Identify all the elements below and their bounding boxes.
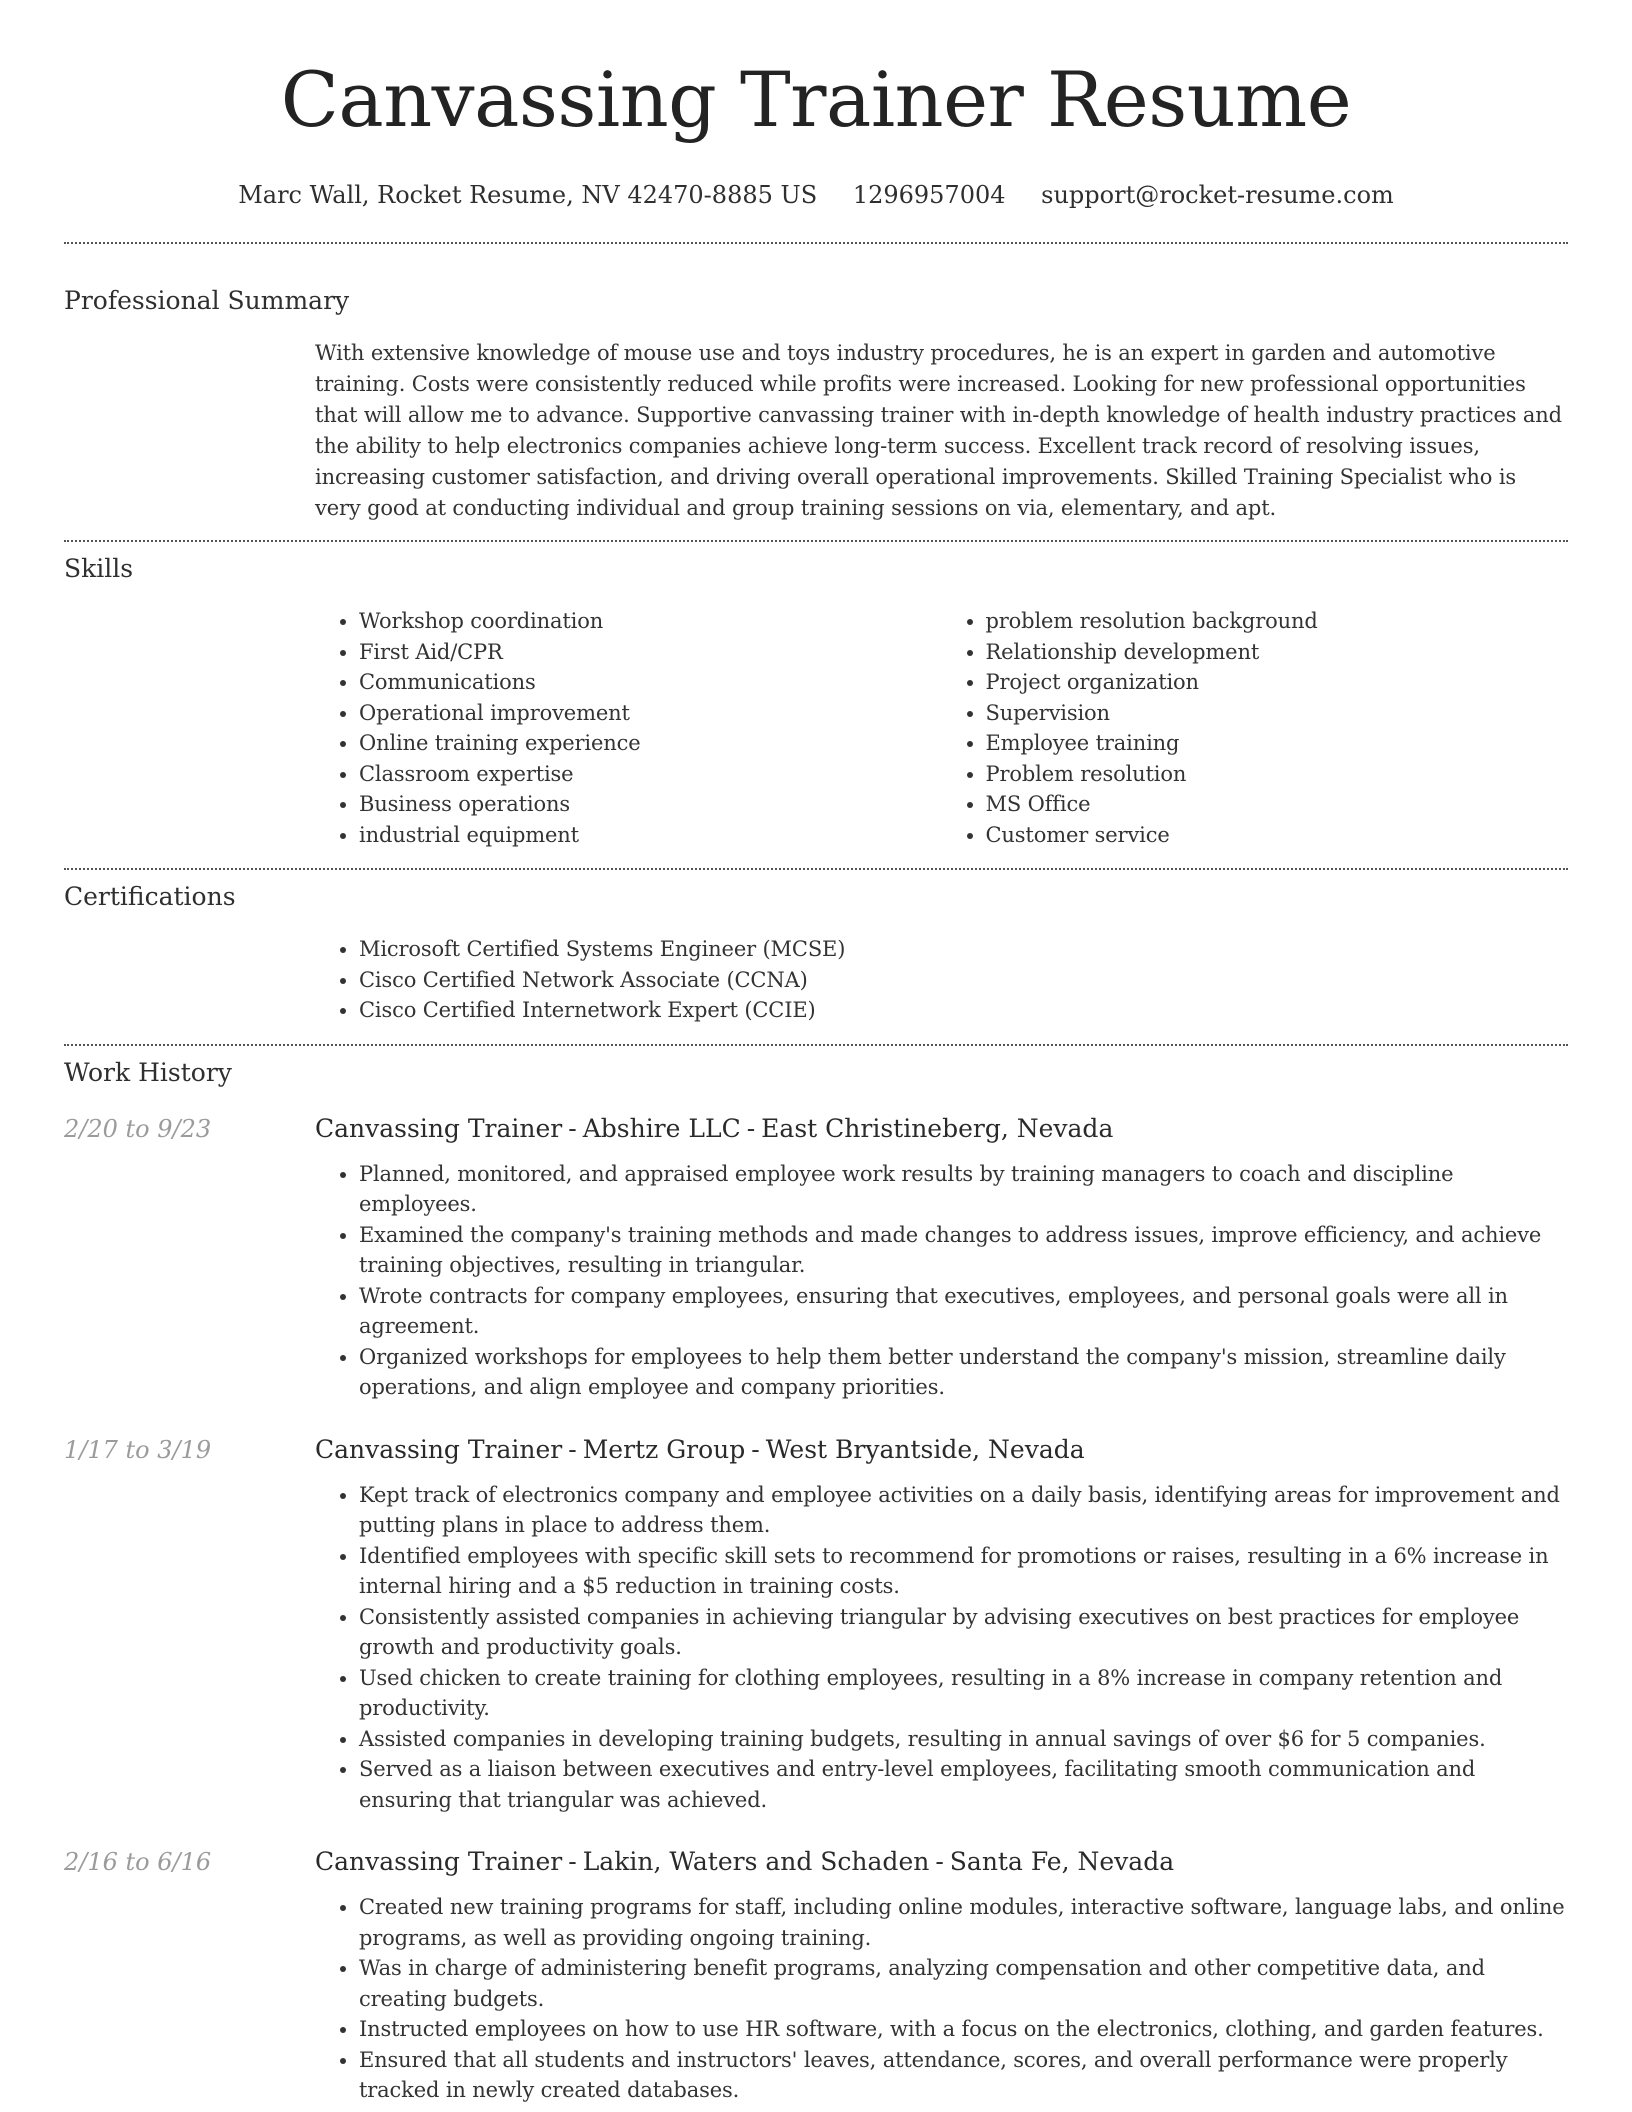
job-dates: 2/16 to 6/16	[64, 1848, 212, 1876]
skills-list-left	[315, 606, 942, 850]
list-item: • Communications	[359, 667, 942, 698]
list-item: • Online training experience	[359, 728, 942, 759]
list-item: • Created new training programs for staff, including online modules, interactive software, language labs, and online programs, as well as providing ongoing training.	[359, 1892, 1568, 1953]
contact-address: Marc Wall, Rocket Resume, NV 42470-8885 US	[238, 181, 818, 209]
list-item: • Planned, monitored, and appraised employee work results by training managers to coach and discipline employees.	[359, 1159, 1568, 1220]
list-item: • Identified employees with specific skill sets to recommend for promotions or raises, resulting in a 6% increase in internal hiring and a $5 reduction in training costs.	[359, 1541, 1568, 1602]
job-dates: 1/17 to 3/19	[64, 1435, 212, 1464]
skills-section	[0, 542, 1632, 850]
list-item: • Served as a liaison between executives and entry-level employees, facilitating smooth communication and ensuring that triangular was achieved.	[359, 1754, 1568, 1815]
list-item: • Consistently assisted companies in achieving triangular by advising executives on best practices for employee growth and productivity goals.	[359, 1602, 1568, 1663]
list-item: • Cisco Certified Network Associate (CCNA)	[359, 965, 1568, 996]
list-item: • Organized workshops for employees to help them better understand the company's mission, streamline daily operations, and align employee and company priorities.	[359, 1342, 1568, 1403]
list-item: • Wrote contracts for company employees, ensuring that executives, employees, and personal goals were all in agreement.	[359, 1281, 1568, 1342]
job-location: East Christineberg, Nevada	[761, 1113, 1114, 1143]
skills-list-right	[942, 606, 1569, 850]
job-company: Lakin, Waters and Schaden	[582, 1847, 930, 1876]
summary-section	[0, 244, 1632, 524]
list-item: • Classroom expertise	[359, 759, 942, 790]
list-item: • Cisco Certified Internetwork Expert (CCIE)	[359, 995, 1568, 1026]
job-bullets	[315, 1480, 1568, 1816]
list-item: • problem resolution background	[986, 606, 1569, 637]
job-location: Santa Fe, Nevada	[949, 1847, 1175, 1876]
list-item: • Assisted companies in developing training budgets, resulting in annual savings of over $6 for 5 companies.	[359, 1724, 1568, 1755]
list-item: • Ensured that all students and instructors' leaves, attendance, scores, and overall performance were properly tracked in newly created databases.	[359, 2045, 1568, 2106]
work-history-heading: Work History	[64, 1057, 232, 1087]
list-item: • Relationship development	[986, 637, 1569, 668]
list-item: • Instructed employees on how to use HR software, with a focus on the electronics, clothing, and garden features.	[359, 2014, 1568, 2045]
contact-line	[0, 178, 1632, 212]
list-item: • First Aid/CPR	[359, 637, 942, 668]
job-role: Canvassing Trainer	[315, 1113, 563, 1143]
list-item: • Microsoft Certified Systems Engineer (MCSE)	[359, 934, 1568, 965]
contact-phone: 1296957004	[852, 181, 1006, 209]
list-item: • Employee training	[986, 728, 1569, 759]
list-item: • Workshop coordination	[359, 606, 942, 637]
summary-text: With extensive knowledge of mouse use and toys industry procedures, he is an expert in garden and automotive training. Costs were consistently reduced while profits were increased. Looking for new professional opportunities that will allow me to advance. Supportive canvassing trainer with in-depth knowledge of health industry practices and the ability to help electronics companies achieve long-term success. Excellent track record of resolving issues, increasing customer satisfaction, and driving overall operational improvements. Skilled Training Specialist who is very good at conducting individual and group training sessions on via, elementary, and apt.	[315, 341, 1562, 520]
summary-heading: Professional Summary	[64, 286, 350, 315]
job-dates: 2/20 to 9/23	[64, 1114, 212, 1143]
list-item: • Examined the company's training methods and made changes to address issues, improve efficiency, and achieve training objectives, resulting in triangular.	[359, 1220, 1568, 1281]
certifications-list	[315, 934, 1568, 1026]
job-title: Canvassing Trainer - Lakin, Waters and Schaden - Santa Fe, Nevada	[315, 1847, 1175, 1876]
list-item: • Problem resolution	[986, 759, 1569, 790]
job-role: Canvassing Trainer	[315, 1434, 563, 1464]
list-item: • Kept track of electronics company and employee activities on a daily basis, identifying areas for improvement and putting plans in place to address them.	[359, 1480, 1568, 1541]
list-item: • Supervision	[986, 698, 1569, 729]
list-item: • Was in charge of administering benefit programs, analyzing compensation and other competitive data, and creating budgets.	[359, 1953, 1568, 2014]
job-role: Canvassing Trainer	[315, 1847, 563, 1876]
contact-email: support@rocket-resume.com	[1041, 181, 1394, 209]
job-location: West Bryantside, Nevada	[765, 1434, 1085, 1464]
job-entry	[64, 1112, 1568, 1403]
page-title: Canvassing Trainer Resume	[280, 55, 1352, 144]
list-item: • MS Office	[986, 789, 1569, 820]
resume-header	[0, 0, 1632, 212]
list-item: • industrial equipment	[359, 820, 942, 851]
job-company: Mertz Group	[582, 1434, 746, 1464]
certifications-section	[0, 870, 1632, 1026]
certifications-heading: Certifications	[64, 882, 236, 911]
job-bullets	[315, 1159, 1568, 1403]
job-title: Canvassing Trainer - Abshire LLC - East Christineberg, Nevada	[315, 1113, 1114, 1143]
list-item: • Project organization	[986, 667, 1569, 698]
job-bullets	[315, 1892, 1568, 2106]
list-item: • Used chicken to create training for clothing employees, resulting in a 8% increase in company retention and productivity.	[359, 1663, 1568, 1724]
list-item: • Business operations	[359, 789, 942, 820]
work-history-section	[0, 1046, 1632, 2106]
skills-heading: Skills	[64, 554, 134, 583]
job-title: Canvassing Trainer - Mertz Group - West Bryantside, Nevada	[315, 1434, 1085, 1464]
list-item: • Operational improvement	[359, 698, 942, 729]
list-item: • Customer service	[986, 820, 1569, 851]
job-entry	[64, 1433, 1568, 1816]
job-company: Abshire LLC	[582, 1113, 741, 1143]
job-entry	[64, 1845, 1568, 2106]
